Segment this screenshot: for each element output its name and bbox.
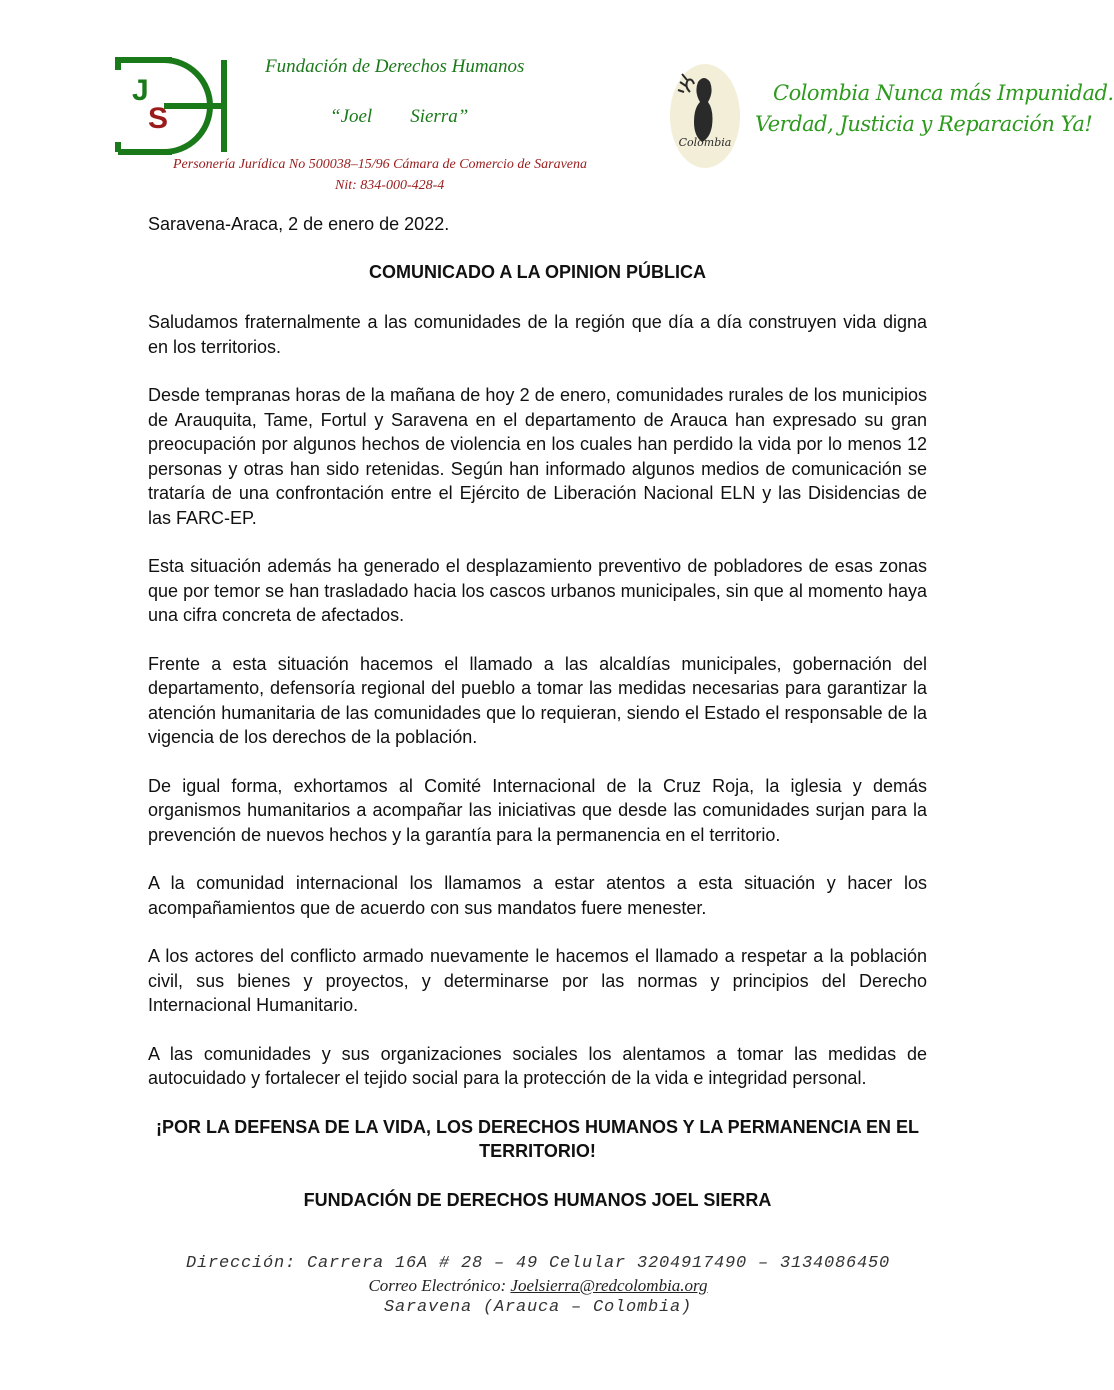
paragraph: Frente a esta situación hacemos el llamado a las alcaldías municipales, gobernación del departamento, defensoría regional del pueblo a tomar las medidas necesarias para garantizar la atención humanitaria de las comunidades que lo requieran, siendo el Estado el responsable de la vigencia de los derechos de la población. xyxy=(148,653,927,747)
org-subtitle-second: Sierra” xyxy=(410,106,469,127)
footer-email-link[interactable]: Joelsierra@redcolombia.org xyxy=(510,1276,708,1295)
communique-body xyxy=(148,212,927,1212)
paragraph: A las comunidades y sus organizaciones sociales los alentamos a tomar las medidas de autocuidado y fortalecer el tejido social para la protección de la vida e integridad personal. xyxy=(148,1043,927,1088)
org-subtitle xyxy=(330,106,468,128)
tax-id: Nit: 834-000-428-4 xyxy=(335,178,445,193)
footer xyxy=(0,1253,1076,1319)
paragraph: Saludamos fraternalmente a las comunidades de la región que día a día construyen vida digna en los territorios. xyxy=(148,312,927,357)
letterhead xyxy=(0,0,1114,205)
campaign-slogan-line-1: Colombia Nunca más Impunidad. xyxy=(773,81,1114,105)
document-title: COMUNICADO A LA OPINION PÚBLICA xyxy=(369,262,706,282)
jsh-logo xyxy=(112,56,232,156)
campaign-slogan xyxy=(755,78,1114,140)
paragraph: De igual forma, exhortamos al Comité Internacional de la Cruz Roja, la iglesia y demás organismos humanitarios a acompañar las iniciativas que desde las comunidades surjan para la prevención de nuevos hechos y la garantía para la permanencia en el territorio. xyxy=(148,775,927,845)
campaign-logo-text: Colombia xyxy=(678,136,732,149)
footer-address: Dirección: Carrera 16A # 28 – 49 Celular 3204917490 – 3134086450 xyxy=(185,1254,891,1273)
closing-slogan: ¡POR LA DEFENSA DE LA VIDA, LOS DERECHOS HUMANOS Y LA PERMANENCIA EN EL TERRITORIO! xyxy=(155,1116,920,1161)
org-name: Fundación de Derechos Humanos xyxy=(265,56,525,77)
org-subtitle-first: “Joel xyxy=(330,106,373,127)
paragraph: A los actores del conflicto armado nuevamente le hacemos el llamado a respetar a la población civil, sus bienes y proyectos, y determinarse por las normas y principios del Derecho Internacional Humanitario. xyxy=(148,946,927,1015)
paragraph: Esta situación además ha generado el desplazamiento preventivo de pobladores de esas zonas que por temor se han trasladado hacia los cascos urbanos municipales, sin que al momento haya una cifra concreta de afectados. xyxy=(148,556,927,625)
footer-email-label: Correo Electrónico: xyxy=(368,1276,511,1295)
campaign-slogan-line-2: Verdad, Justicia y Reparación Ya! xyxy=(755,112,1093,136)
legal-registration: Personería Jurídica No 500038–15/96 Cámara de Comercio de Saravena xyxy=(173,157,587,172)
footer-email-line xyxy=(0,1275,1076,1297)
signature: FUNDACIÓN DE DERECHOS HUMANOS JOEL SIERRA xyxy=(303,1189,772,1210)
svg-text:S: S xyxy=(148,102,169,135)
campaign-logo xyxy=(668,62,742,170)
footer-city: Saravena (Arauca – Colombia) xyxy=(383,1298,693,1317)
date-line: Saravena-Araca, 2 de enero de 2022. xyxy=(148,214,450,234)
svg-text:J: J xyxy=(132,74,149,107)
paragraph: A la comunidad internacional los llamamos a estar atentos a esta situación y hacer los acompañamientos que de acuerdo con sus mandatos fuere menester. xyxy=(148,873,927,918)
paragraph: Desde tempranas horas de la mañana de hoy 2 de enero, comunidades rurales de los municipios de Arauquita, Tame, Fortul y Saravena en el departamento de Arauca han expresado su gran preocupación por algunos hechos de violencia en los cuales han perdido la vida por lo menos 12 personas y otras han sido retenidas. Según han informado algunos medios de comunicación se trataría de una confrontación entre el Ejército de Liberación Nacional ELN y las Disidencias de las FARC-EP. xyxy=(148,385,927,528)
